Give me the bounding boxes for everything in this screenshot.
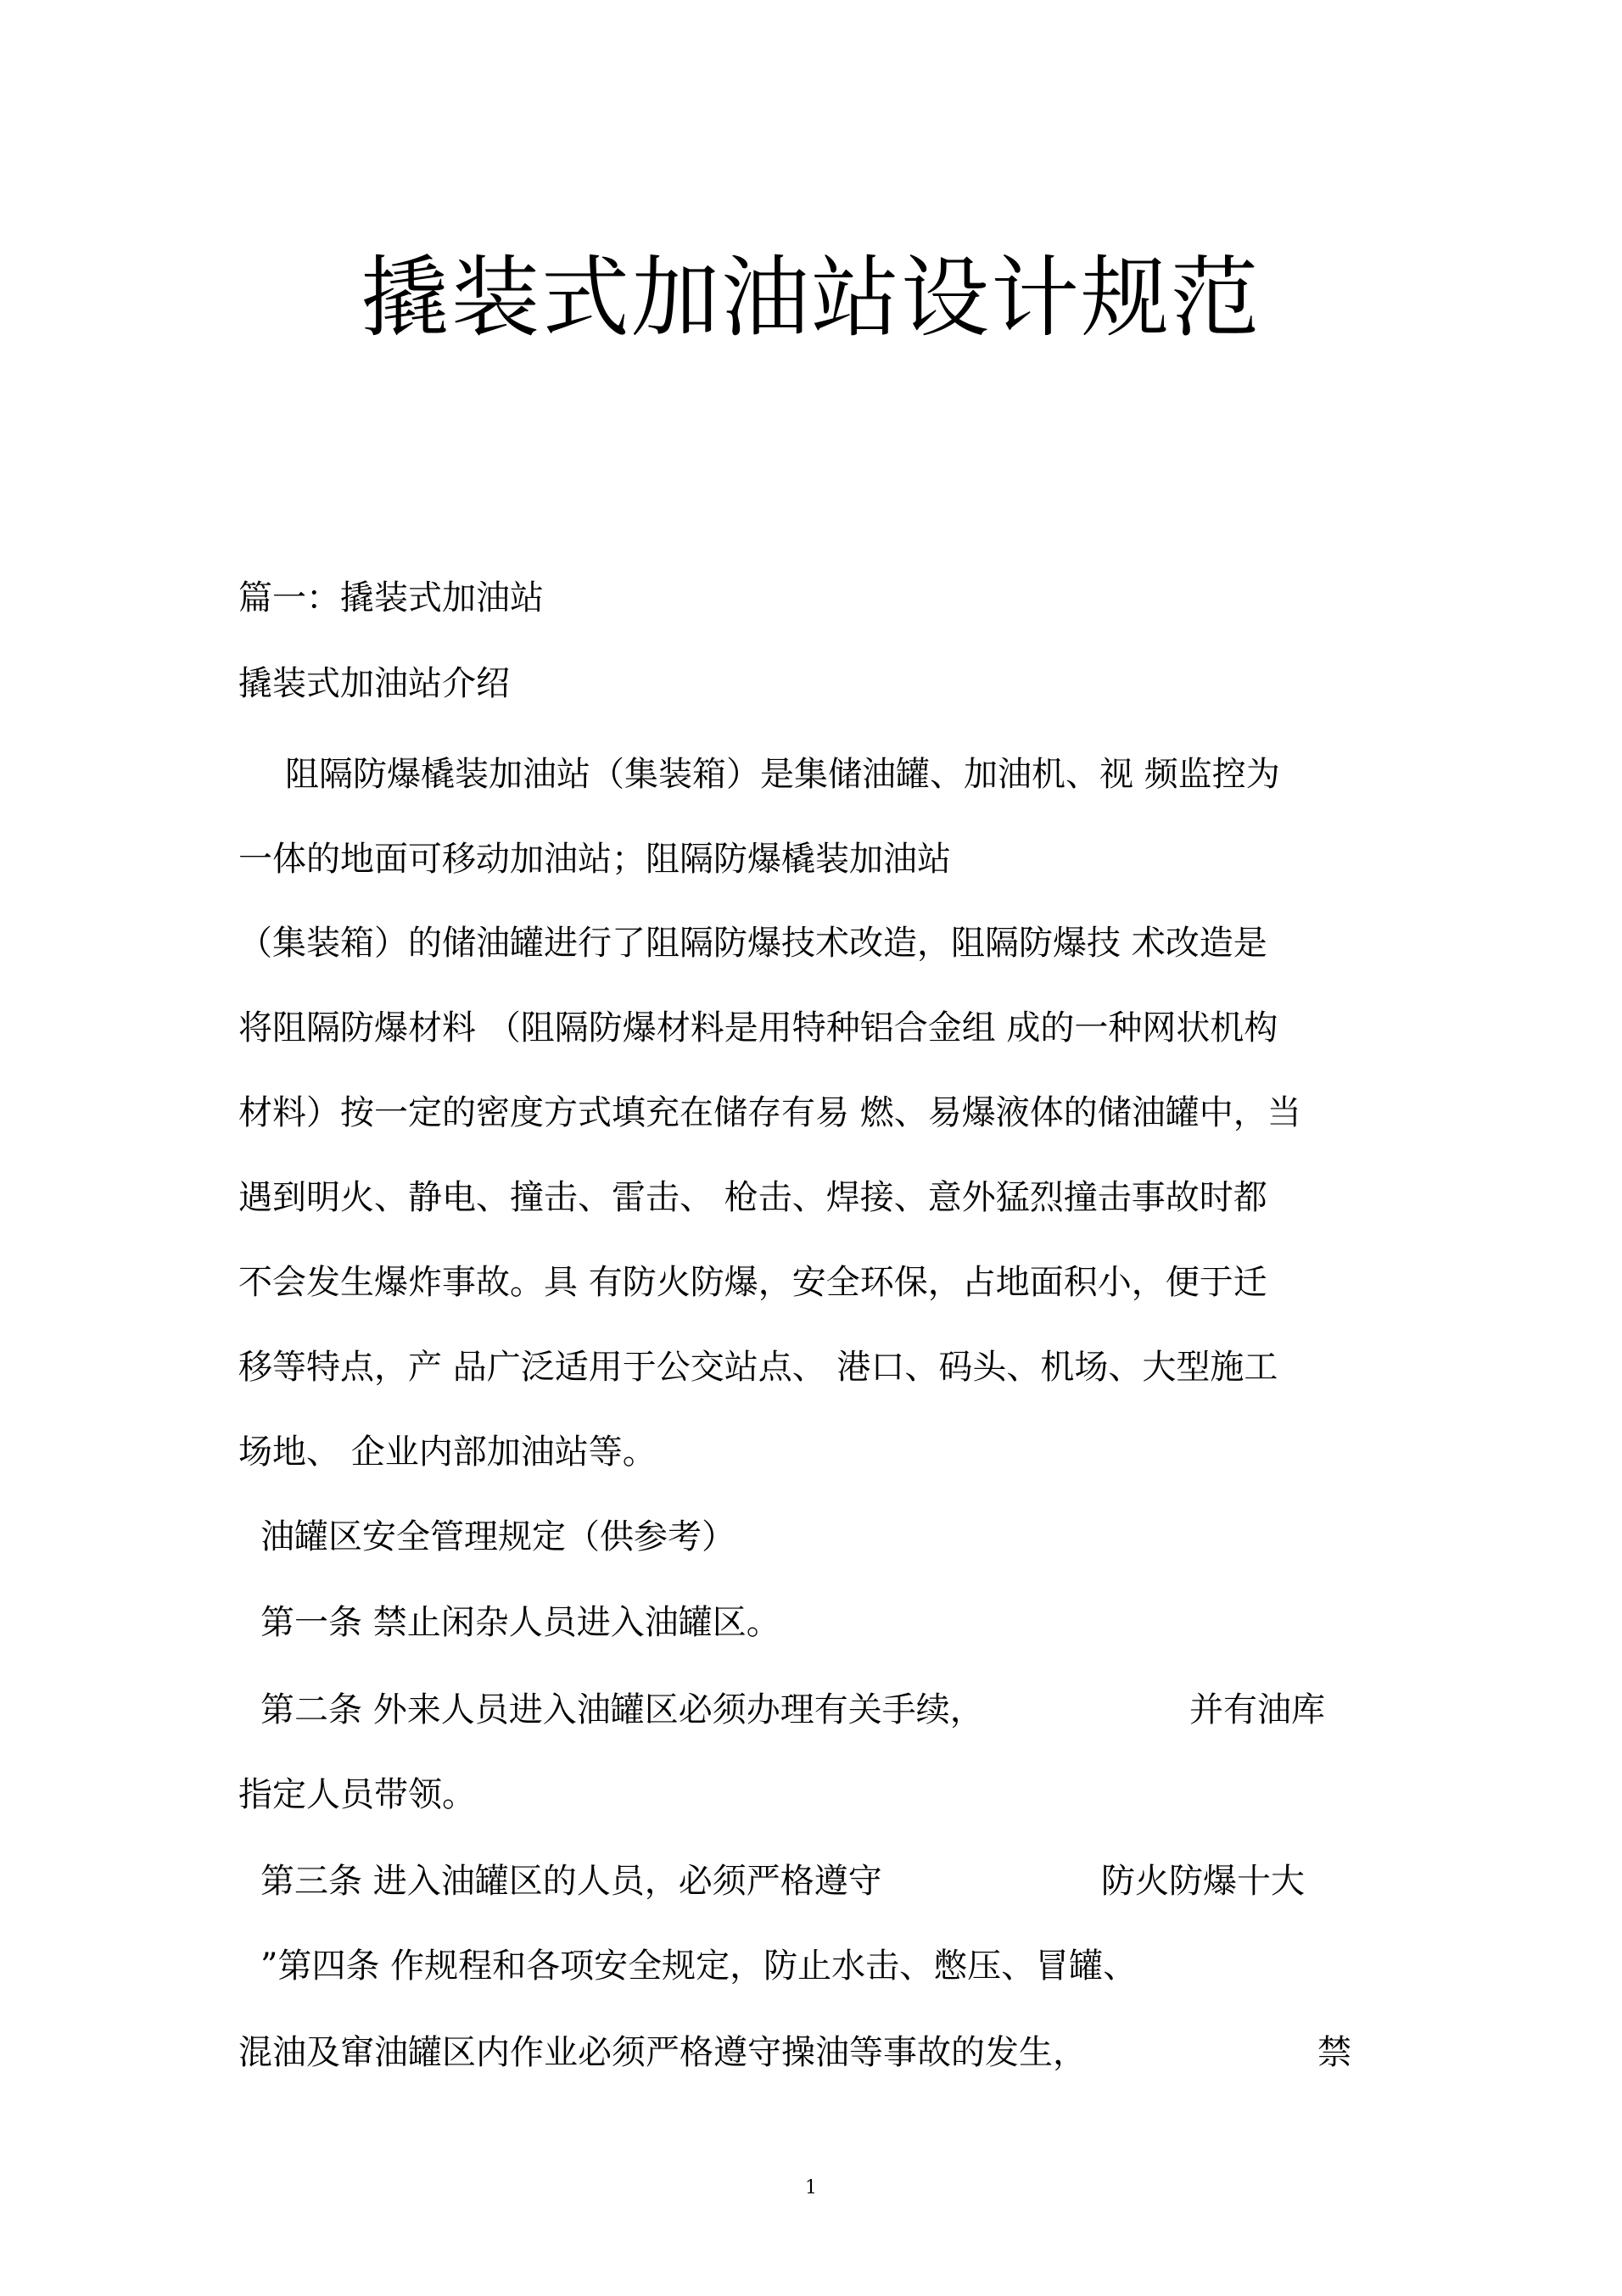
article-line-tail: 禁 [1317,2033,1351,2072]
paragraph-line: 材料）按一定的密度方式填充在储存有易 燃、易爆液体的储油罐中，当 [238,1093,1301,1132]
section-heading: 篇一：撬装式加油站 [238,578,544,617]
regulation-heading: 油罐区安全管理规定（供参考） [260,1517,735,1556]
paragraph-line: 将阻隔防爆材料 （阻隔防爆材料是用特种铝合金组 成的一种网状机构 [238,1008,1278,1047]
article-line: 第三条 进入油罐区的人员，必须严格遵守 [260,1862,882,1901]
article-line: 指定人员带领。 [238,1775,476,1814]
document-title: 撬装式加油站设计规范 [361,246,1261,349]
subsection-heading: 撬装式加油站介绍 [238,664,510,703]
paragraph-line: （集装箱）的储油罐进行了阻隔防爆技术改造，阻隔防爆技 术改造是 [238,924,1267,963]
paragraph-line: 遇到明火、静电、撞击、雷击、 枪击、焊接、意外猛烈撞击事故时都 [238,1178,1267,1217]
paragraph-line: 场地、 企业内部加油站等。 [238,1433,657,1472]
paragraph-line: 阻隔防爆橇装加油站（集装箱）是集储油罐、加油机、视 频监控为 [285,755,1280,794]
article-line: 第二条 外来人员进入油罐区必须办理有关手续， [260,1690,984,1729]
article-line: 混油及窜油罐区内作业必须严格遵守操油等事故的发生， [238,2033,1087,2072]
article-line: ”第四条 作规程和各项安全规定，防止水击、憋压、冒罐、 [260,1947,1138,1986]
article-line-tail: 防火防爆十大 [1101,1862,1305,1901]
page-number: 1 [805,2177,817,2198]
article-line: 第一条 禁止闲杂人员进入油罐区。 [260,1603,780,1642]
paragraph-line: 移等特点，产 品广泛适用于公交站点、 港口、码头、机场、大型施工 [238,1348,1278,1387]
article-line-tail: 并有油库 [1189,1690,1325,1729]
paragraph-line: 不会发生爆炸事故。具 有防火防爆，安全环保，占地面积小，便于迁 [238,1263,1267,1302]
paragraph-line: 一体的地面可移动加油站；阻隔防爆橇装加油站 [238,840,951,879]
